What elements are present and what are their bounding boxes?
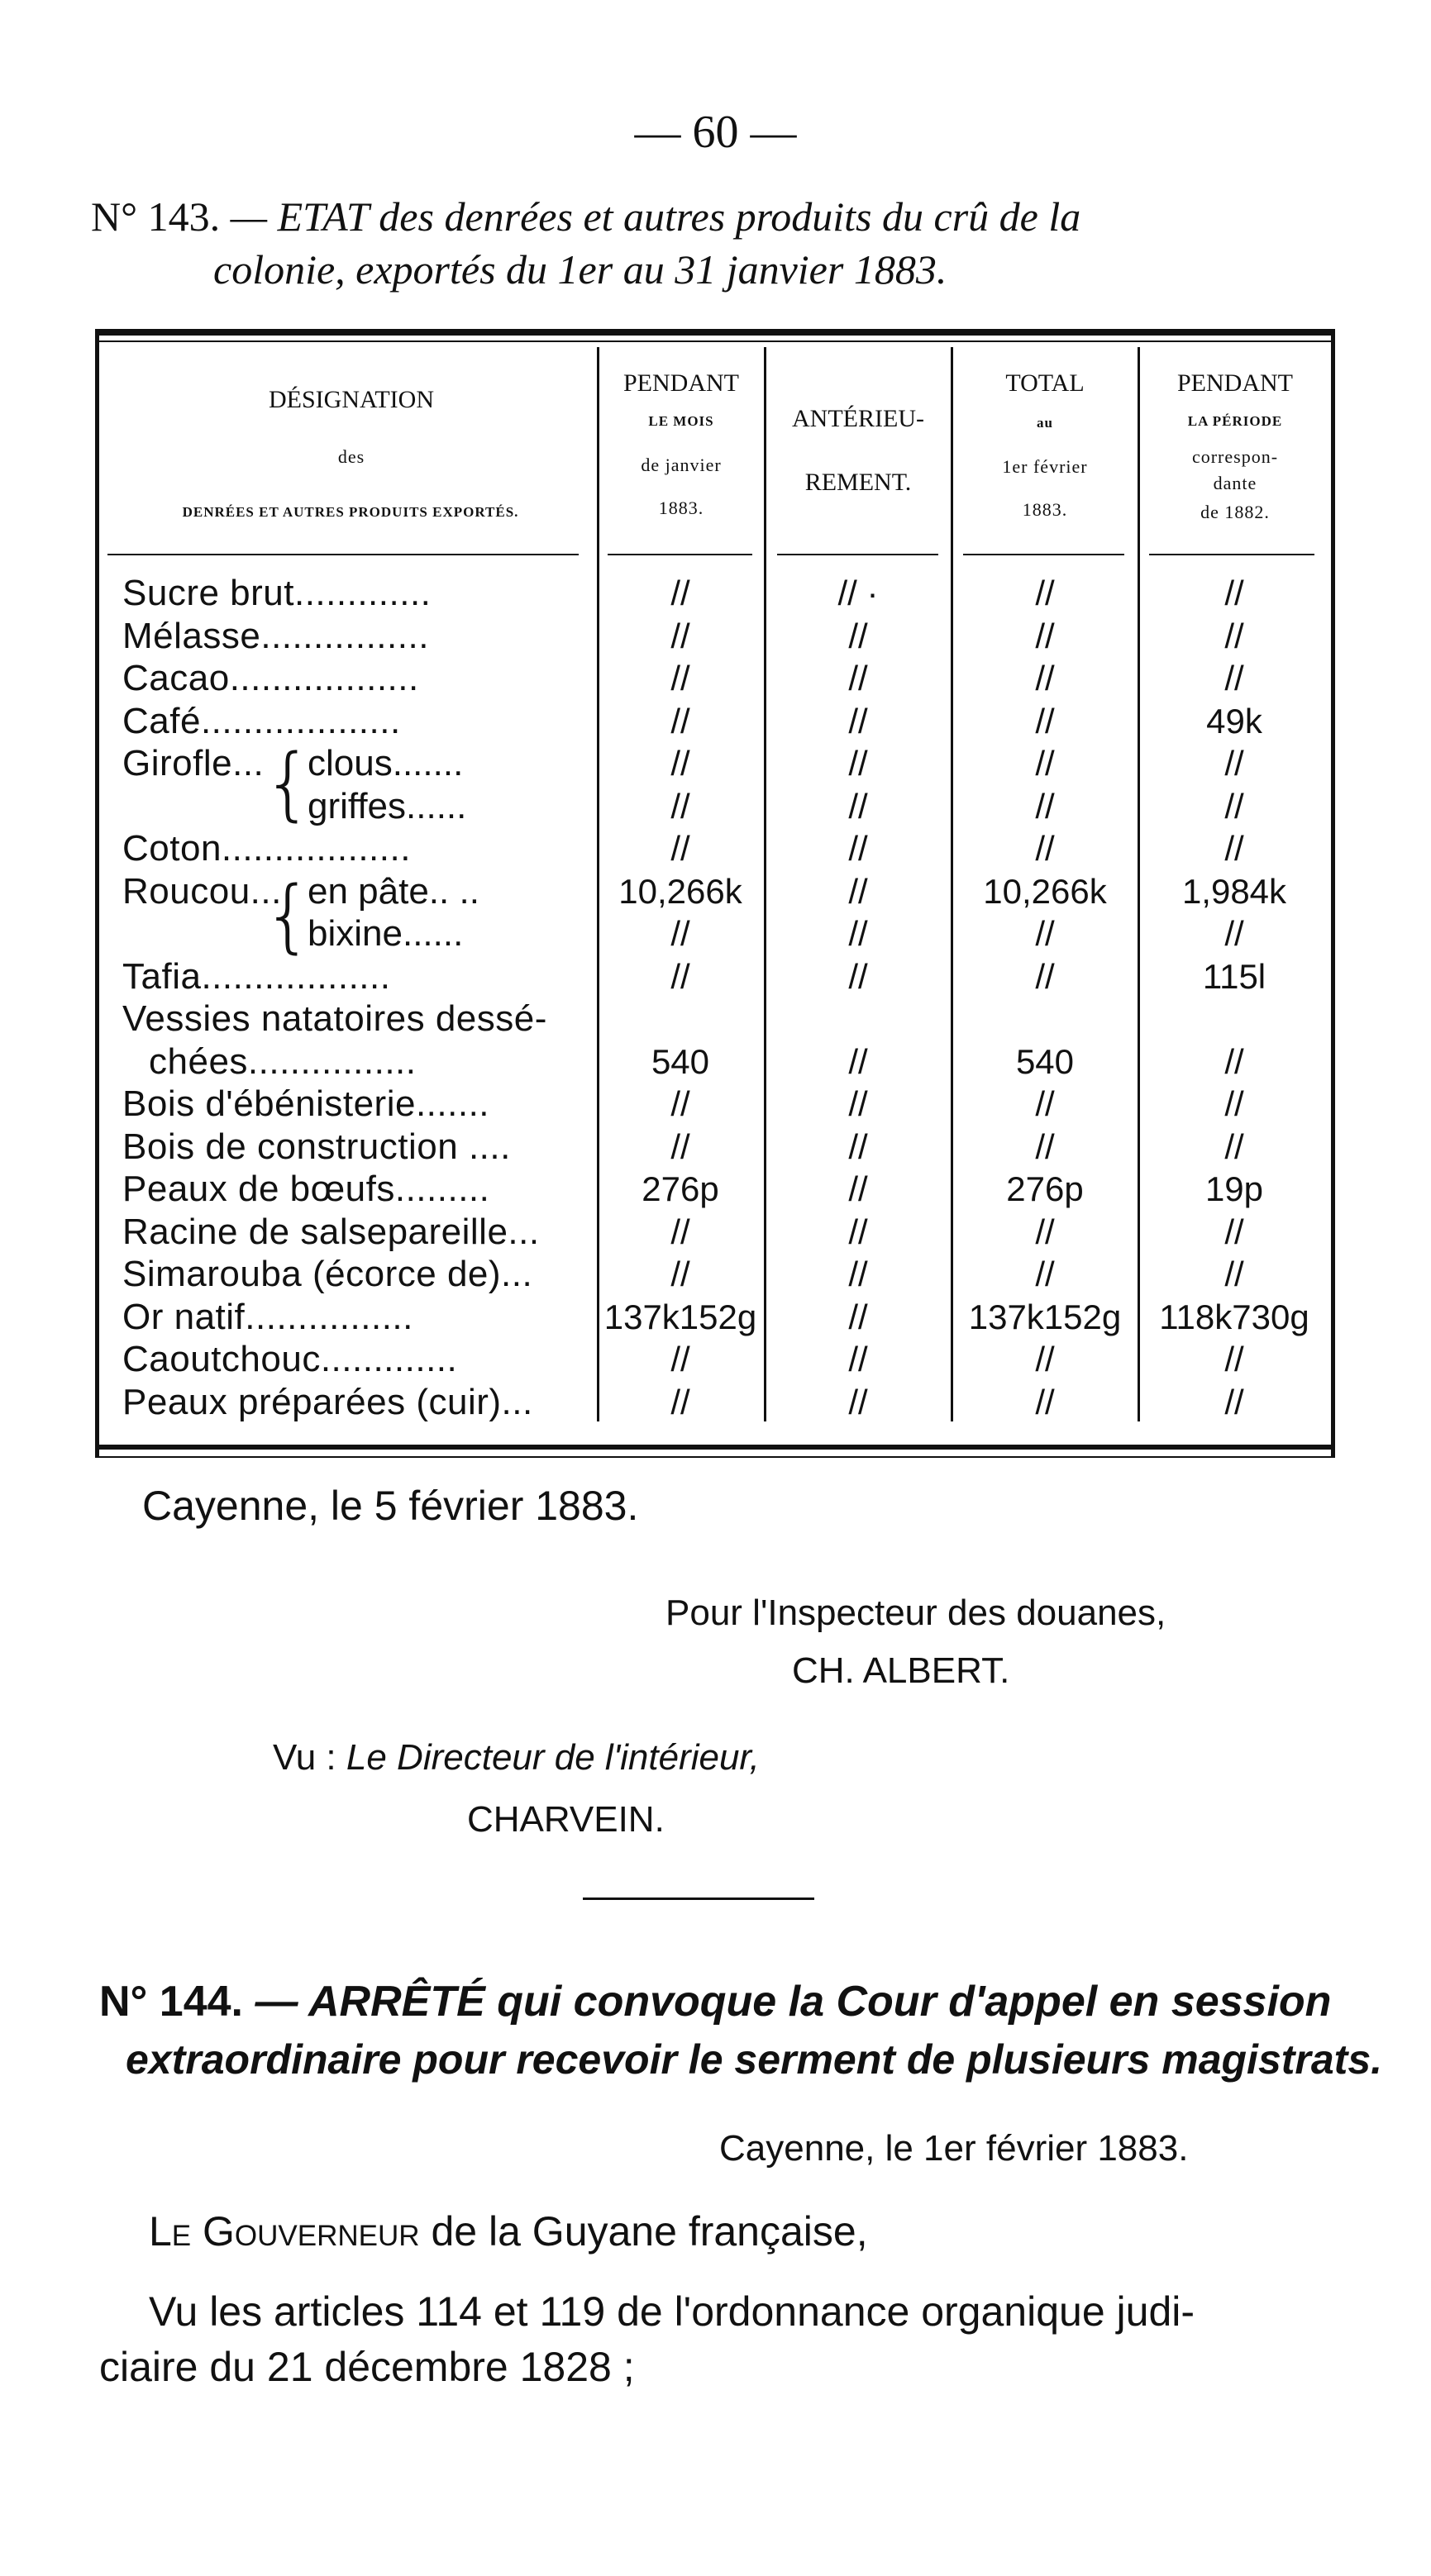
row-label: Or natif................	[122, 1297, 413, 1337]
row-label: Bois d'ébénisterie.......	[122, 1083, 490, 1124]
row-sublabel: clous.......	[308, 743, 464, 783]
row-cell-c4: //	[1224, 1042, 1244, 1081]
header-designation-2: des	[337, 446, 365, 467]
vu-line	[273, 1731, 760, 1784]
row-cell-c2: //	[848, 1383, 868, 1421]
row-cell-c1: //	[670, 957, 690, 996]
brace-roucou: {	[263, 869, 314, 962]
row-cell-c3: //	[1035, 1340, 1055, 1378]
table-left-border	[95, 329, 99, 1458]
row-cell-c2: //	[848, 957, 868, 996]
header-underline-2	[608, 554, 752, 555]
doc143-title-line2: colonie, exportés du 1er au 31 janvier 1883.	[213, 246, 947, 293]
row-cell-c3: //	[1035, 1212, 1055, 1251]
gouverneur-line	[149, 2205, 868, 2258]
row-label: Peaux de bœufs.........	[122, 1169, 490, 1209]
row-cell-c2: //	[848, 1084, 868, 1123]
doc144-date: Cayenne, le 1er février 1883.	[719, 2128, 1189, 2169]
for-inspector-line: Pour l'Inspecteur des douanes,	[665, 1593, 1166, 1633]
row-cell-c3: //	[1035, 1255, 1055, 1293]
vu-articles-line2: ciaire du 21 décembre 1828 ;	[99, 2344, 635, 2390]
row-cell-c4: //	[1224, 1340, 1244, 1378]
row-cell-c2: //	[848, 744, 868, 783]
row-label: Racine de salsepareille...	[122, 1212, 540, 1252]
row-cell-c1: 10,266k	[618, 872, 742, 911]
row-cell-c1: 137k152g	[603, 1298, 757, 1336]
row-cell-c4: 118k730g	[1159, 1298, 1309, 1336]
table-right-border	[1331, 329, 1335, 1458]
row-cell-c3: //	[1035, 914, 1055, 953]
header-underline-5	[1149, 554, 1314, 555]
row-cell-c2	[767, 998, 949, 1040]
row-cell-c2: //	[848, 872, 868, 911]
row-sublabel: bixine......	[308, 913, 464, 954]
row-cell-c2: //	[848, 1255, 868, 1293]
row-cell-c1: //	[670, 574, 690, 612]
row-cell-c1: //	[670, 1255, 690, 1293]
header-total-2: au	[1037, 415, 1053, 431]
row-cell-c3: //	[1035, 617, 1055, 655]
row-cell-c3: //	[1035, 829, 1055, 868]
row-cell-c1: //	[670, 1383, 690, 1421]
row-label: Cacao..................	[122, 658, 419, 698]
header-pendant-2: LE MOIS	[648, 413, 714, 429]
row-cell-c1: //	[670, 1340, 690, 1378]
header-periode-4: dante	[1213, 473, 1257, 493]
vu-articles-line1: Vu les articles 114 et 119 de l'ordonnance organique judi-	[149, 2288, 1195, 2335]
row-sublabel: griffes......	[308, 786, 467, 826]
row-cell-c1: //	[670, 829, 690, 868]
row-cell-c3: 276p	[1006, 1169, 1084, 1208]
row-cell-c3: //	[1035, 1084, 1055, 1123]
page-number: — 60 —	[634, 107, 797, 158]
row-cell-c1: //	[670, 702, 690, 740]
separator-rule	[583, 1897, 814, 1900]
row-cell-c1: //	[670, 787, 690, 826]
row-cell-c3: //	[1035, 1127, 1055, 1166]
row-label: Simarouba (écorce de)...	[122, 1254, 533, 1294]
row-cell-c1: //	[670, 744, 690, 783]
row-label: Peaux préparées (cuir)...	[122, 1382, 533, 1422]
header-pendant-3: de janvier	[641, 455, 722, 475]
row-cell-c1: //	[670, 914, 690, 953]
row-cell-c2: //	[848, 702, 868, 740]
header-periode-5: de 1882.	[1200, 502, 1270, 522]
signer-charvein: CHARVEIN.	[467, 1799, 665, 1840]
row-cell-c2: //	[848, 1127, 868, 1166]
table-top-rule-thin	[95, 340, 1335, 342]
row-cell-c2: //	[848, 787, 868, 826]
row-cell-c2: //	[848, 1169, 868, 1208]
row-cell-c4: 49k	[1206, 702, 1262, 740]
row-label: Tafia..................	[122, 956, 391, 997]
header-anterieur-2: REMENT.	[804, 469, 912, 496]
table-bottom-rule-thin	[95, 1456, 1335, 1458]
row-cell-c3: //	[1035, 659, 1055, 698]
row-cell-c3: //	[1035, 1383, 1055, 1421]
vu-title: Le Directeur de l'intérieur,	[346, 1737, 760, 1778]
row-cell-c3	[954, 998, 1136, 1040]
row-cell-c4: //	[1224, 574, 1244, 612]
row-cell-c2: //	[848, 1298, 868, 1336]
row-cell-c3: //	[1035, 744, 1055, 783]
row-cell-c3: //	[1035, 787, 1055, 826]
header-total-4: 1883.	[1022, 499, 1068, 520]
col-sep-3	[951, 347, 953, 1421]
row-cell-c1: 276p	[642, 1169, 719, 1208]
doc144-number: N° 144.	[99, 1978, 244, 2026]
header-periode-2: LA PÉRIODE	[1187, 413, 1283, 429]
brace-girofle: {	[263, 737, 314, 830]
row-cell-c1: //	[670, 1084, 690, 1123]
header-total-3: 1er février	[1002, 456, 1088, 477]
row-label: Coton..................	[122, 828, 411, 869]
doc144-title-line2: extraordinaire pour recevoir le serment de plusieurs magistrats.	[126, 2036, 1383, 2083]
header-anterieur-1: ANTÉRIEU-	[792, 405, 924, 432]
header-pendant-4: 1883.	[658, 498, 704, 518]
row-cell-c2: //	[848, 659, 868, 698]
row-label: Vessies natatoires dessé-	[122, 998, 547, 1039]
row-cell-c1: //	[670, 1127, 690, 1166]
header-underline-4	[963, 554, 1124, 555]
row-cell-c1	[600, 998, 761, 1040]
doc144-title-text1: — ARRÊTÉ qui convoque la Cour d'appel en session	[255, 1978, 1332, 2026]
row-label: Girofle...	[122, 743, 265, 783]
row-label: Sucre brut.............	[122, 573, 432, 613]
row-cell-c4: //	[1224, 1084, 1244, 1123]
row-cell-c2: //	[848, 617, 868, 655]
row-cell-c1: //	[670, 617, 690, 655]
vu-label: Vu :	[273, 1737, 336, 1778]
row-sublabel: en pâte.. ..	[308, 871, 479, 912]
header-designation-3: DENRÉES ET AUTRES PRODUITS EXPORTÉS.	[182, 504, 519, 520]
row-cell-c4: //	[1224, 787, 1244, 826]
row-cell-c3: //	[1035, 702, 1055, 740]
row-label: Caoutchouc.............	[122, 1339, 458, 1379]
row-cell-c4: //	[1224, 1255, 1244, 1293]
header-periode-3: correspon-	[1191, 446, 1279, 467]
row-label: Roucou...	[122, 871, 282, 912]
row-cell-c4: 1,984k	[1181, 872, 1287, 911]
doc143-title-line1	[91, 190, 1381, 243]
signer-albert: CH. ALBERT.	[792, 1650, 1010, 1691]
table-top-rule	[95, 329, 1335, 336]
row-cell-c2: //	[848, 1340, 868, 1378]
row-cell-c3: 137k152g	[968, 1298, 1122, 1336]
row-cell-c4: //	[1224, 617, 1244, 655]
row-cell-c4	[1141, 998, 1328, 1040]
header-periode-1: PENDANT	[1177, 369, 1293, 397]
gouverneur-prefix: Le Gouverneur	[149, 2208, 420, 2255]
row-cell-c2: //	[848, 829, 868, 868]
row-cell-c4: //	[1224, 1212, 1244, 1251]
header-pendant-1: PENDANT	[623, 369, 739, 397]
row-cell-c2: //	[848, 1212, 868, 1251]
row-label: chées................	[149, 1041, 417, 1082]
header-total-1: TOTAL	[1005, 369, 1085, 397]
row-cell-c4: 19p	[1204, 1169, 1264, 1208]
row-label: Mélasse................	[122, 616, 429, 656]
doc143-number: N° 143.	[91, 193, 221, 240]
row-cell-c4: //	[1224, 914, 1244, 953]
doc143-title-text1: — ETAT des denrées et autres produits du crû de la	[230, 193, 1081, 240]
row-cell-c3: 540	[1015, 1042, 1075, 1081]
row-cell-c3: //	[1035, 574, 1055, 612]
row-cell-c2: //	[848, 914, 868, 953]
row-cell-c2: // ·	[837, 574, 879, 612]
row-cell-c1: //	[670, 1212, 690, 1251]
row-cell-c3: //	[1035, 957, 1055, 996]
row-cell-c4: //	[1224, 744, 1244, 783]
row-cell-c4: //	[1224, 1383, 1244, 1421]
col-sep-2	[764, 347, 766, 1421]
header-underline-3	[777, 554, 938, 555]
gouverneur-rest: de la Guyane française,	[431, 2208, 868, 2255]
row-cell-c1: //	[670, 659, 690, 698]
col-sep-4	[1138, 347, 1140, 1421]
row-label: Café...................	[122, 701, 401, 741]
header-designation-1: DÉSIGNATION	[269, 386, 434, 413]
row-cell-c2: //	[848, 1042, 868, 1081]
row-cell-c4: //	[1224, 829, 1244, 868]
place-date-143: Cayenne, le 5 février 1883.	[142, 1483, 639, 1529]
row-cell-c3: 10,266k	[983, 872, 1107, 911]
row-cell-c4: //	[1224, 1127, 1244, 1166]
header-underline-1	[107, 554, 579, 555]
row-cell-c4: 115l	[1202, 957, 1266, 996]
row-label: Bois de construction ....	[122, 1126, 511, 1167]
doc144-title-line1	[99, 1975, 1331, 2028]
row-cell-c4: //	[1224, 659, 1244, 698]
row-cell-c1: 540	[651, 1042, 710, 1081]
table-bottom-rule	[95, 1445, 1335, 1450]
